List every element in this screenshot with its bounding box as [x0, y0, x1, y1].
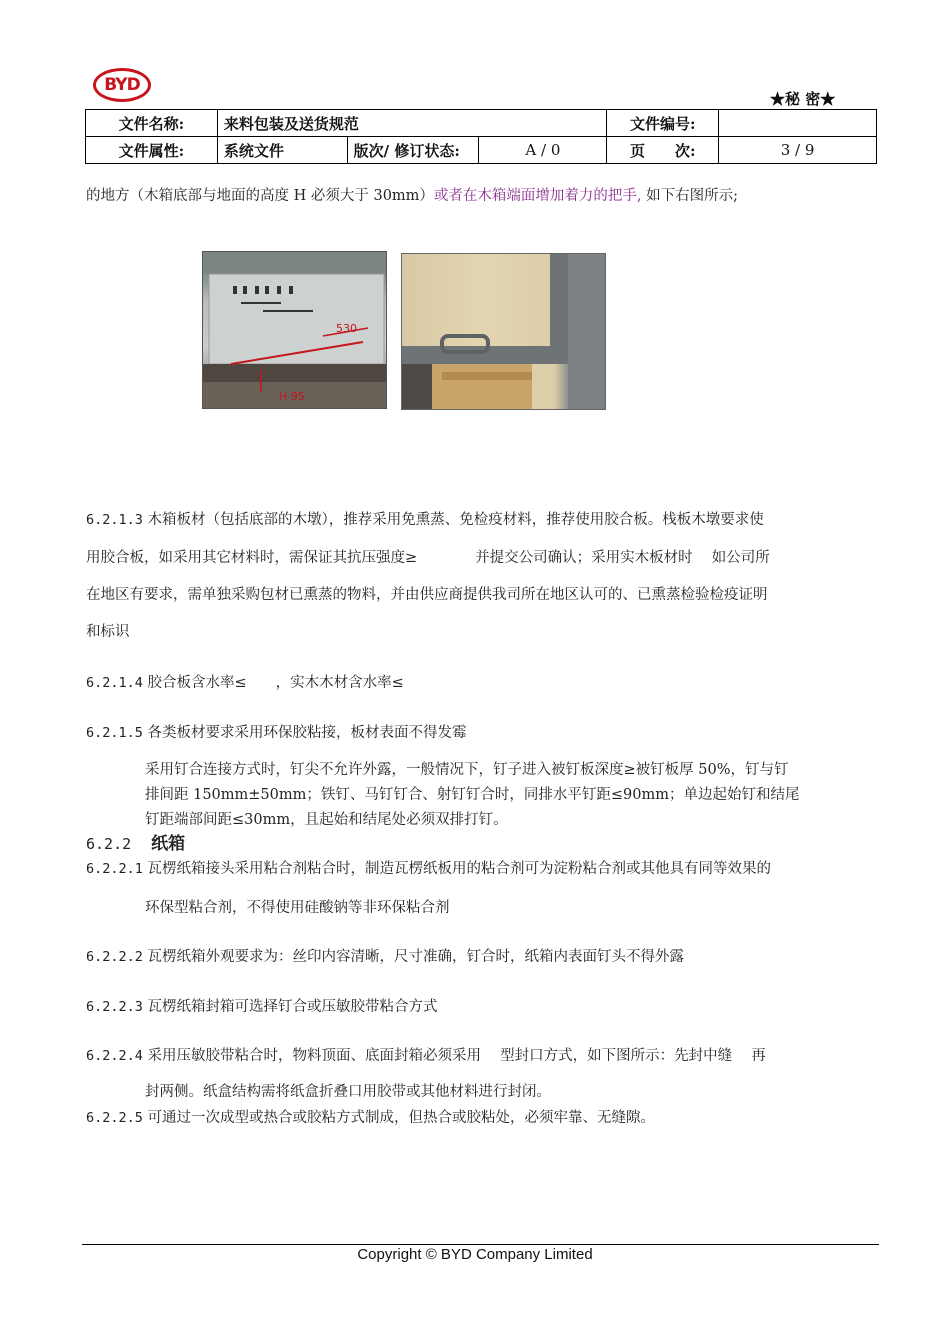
photo-label-height: H 95 [279, 390, 305, 403]
section-number-6-2-2-3: 6.2.2.3 [86, 999, 143, 1015]
para-6-2-2-2 [86, 947, 684, 967]
section-number-6-2-1-4: 6.2.1.4 [86, 675, 143, 691]
para-text: 瓦楞纸箱接头采用粘合剂粘合时，制造瓦楞纸板用的粘合剂可为淀粉粘合剂或其他具有同等效果的 [142, 861, 772, 877]
para-text: 可通过一次成型或热合或胶粘方式制成，但热合或胶粘处，必须牢靠、无缝隙。 [142, 1110, 656, 1126]
section-number-6-2-2: 6.2.2 [86, 835, 132, 853]
section-number-6-2-1-3: 6.2.1.3 [86, 512, 143, 528]
confidential-mark: ★秘 密★ [770, 90, 836, 108]
label-page: 页 次: [607, 137, 719, 164]
para-6-2-2-1-line2: 环保型粘合剂，不得使用硅酸钠等非环保粘合剂 [145, 900, 450, 916]
file-attribute: 系统文件 [217, 137, 347, 164]
para-6-2-1-4 [86, 673, 404, 693]
para-6-2-1-3-line4: 和标识 [86, 624, 130, 640]
para-text: 瓦楞纸箱封箱可选择钉合或压敏胶带粘合方式 [142, 999, 438, 1015]
para-6-2-2-4-line2: 封两侧。纸盒结构需将纸盒折叠口用胶带或其他材料进行封闭。 [145, 1084, 551, 1100]
logo-text: BYD [104, 75, 140, 95]
para-6-2-1-3-line3: 在地区有要求，需单独采购包材已熏蒸的物料，并由供应商提供我司所在地区认可的、已熏蒸检验检疫证明 [86, 587, 768, 603]
wooden-box-handle-photo [401, 253, 606, 410]
revision-status: A / 0 [479, 137, 607, 164]
para-6-2-2-4-line1 [86, 1046, 766, 1066]
intro-text-c: 如下右图所示; [641, 188, 739, 204]
wooden-box-handle-illustration [402, 254, 606, 410]
intro-text-highlight: 或者在木箱端面增加着力的把手, [433, 188, 642, 204]
para-text: 采用压敏胶带粘合时，物料顶面、底面封箱必须采用 型封口方式，如下图所示：先封中缝 再 [142, 1048, 766, 1064]
section-title: 纸箱 [151, 834, 186, 854]
section-number-6-2-2-4: 6.2.2.4 [86, 1048, 143, 1064]
section-number-6-2-2-5: 6.2.2.5 [86, 1110, 143, 1126]
para-6-2-2-3 [86, 997, 438, 1017]
document-header-table [85, 109, 877, 164]
label-file-name: 文件名称: [86, 110, 218, 137]
section-number-6-2-1-5: 6.2.1.5 [86, 725, 143, 741]
copyright-notice: Copyright © BYD Company Limited [357, 1246, 593, 1263]
photo-label-length: 530 [336, 322, 357, 335]
para-text: 瓦楞纸箱外观要求为：丝印内容清晰，尺寸准确，钉合时，纸箱内表面钉头不得外露 [142, 949, 685, 965]
label-file-attribute: 文件属性: [86, 137, 218, 164]
section-heading-6-2-2 [86, 834, 185, 855]
section-number-6-2-2-1: 6.2.2.1 [86, 861, 143, 877]
para-text: 木箱板材（包括底部的木墩），推荐采用免熏蒸、免检疫材料，推荐使用胶合板。栈板木墩要求使 [142, 512, 764, 528]
header-row-2 [86, 137, 877, 164]
para-6-2-1-3-line1 [86, 510, 764, 530]
para-text: 各类板材要求采用环保胶粘接，板材表面不得发霉 [142, 725, 467, 741]
wooden-box-height-photo [202, 251, 387, 409]
file-number [719, 110, 877, 137]
section-number-6-2-2-2: 6.2.2.2 [86, 949, 143, 965]
nail-para-line3: 钉距端部间距≤30mm，且起始和结尾处必须双排打钉。 [145, 812, 508, 828]
para-6-2-2-5 [86, 1108, 655, 1128]
nail-para-line2: 排间距 150mm±50mm；铁钉、马钉钉合、射钉钉合时，同排水平钉距≤90mm；单边起始钉和结尾 [145, 787, 800, 803]
para-6-2-1-3-line2: 用胶合板，如采用其它材料时，需保证其抗压强度≥ 并提交公司确认；采用实木板材时 如公司所 [86, 550, 770, 566]
para-text: 胶合板含水率≤ ，实木木材含水率≤ [142, 675, 404, 691]
label-file-number: 文件编号: [607, 110, 719, 137]
label-revision: 版次/ 修订状态: [347, 137, 479, 164]
company-logo [93, 68, 151, 102]
intro-text-a: 的地方（木箱底部与地面的高度 H 必须大于 30mm） [86, 188, 434, 204]
wooden-box-height-illustration [203, 252, 387, 409]
footer-divider [82, 1244, 879, 1245]
intro-line [86, 186, 738, 206]
page-number: 3 / 9 [719, 137, 877, 164]
para-6-2-1-5 [86, 723, 467, 743]
nail-para-line1: 采用钉合连接方式时，钉尖不允许外露，一般情况下，钉子进入被钉板深度≥被钉板厚 50%，钉与钉 [145, 762, 789, 778]
header-row-1 [86, 110, 877, 137]
para-6-2-2-1-line1 [86, 859, 771, 879]
file-name: 来料包装及送货规范 [217, 110, 606, 137]
